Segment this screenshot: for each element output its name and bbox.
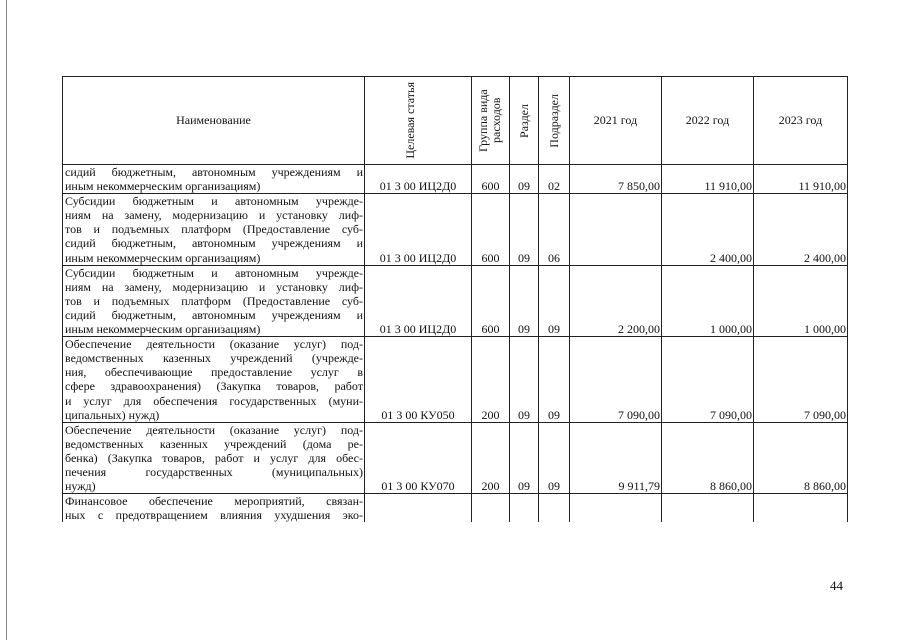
name-line: ведомственных казенных учреждений (дома ре- (65, 436, 363, 451)
header-expense-group (472, 77, 510, 165)
row-target-article: 01 3 00 ИЦ2Д0 (365, 194, 472, 265)
page-edge-line (6, 0, 7, 640)
name-line: сфере здравоохранения) (Закупка товаров, работ (65, 379, 363, 394)
name-line: сидий бюджетным, автономным учреждениям и (65, 236, 363, 251)
header-subsection (539, 77, 570, 165)
name-line: сидий бюджетным, автономным учреждениям и (65, 165, 363, 179)
row-target-article: 01 3 00 ИЦ2Д0 (365, 165, 472, 194)
row-amount-2021 (570, 194, 662, 265)
row-target-article: 01 3 00 ИЦ2Д0 (365, 265, 472, 336)
name-line: ведомственных казенных учреждений (учрежде- (65, 351, 363, 366)
name-line: тов и подъемных платформ (Предоставление суб- (65, 293, 363, 308)
table-row (63, 165, 848, 194)
name-line: Обеспечение деятельности (оказание услуг) под- (65, 337, 363, 352)
table-row (63, 337, 848, 423)
header-section (510, 77, 539, 165)
row-expense-group (472, 494, 510, 523)
row-amount-2023: 7 090,00 (754, 337, 848, 423)
row-amount-2021: 9 911,79 (570, 422, 662, 493)
row-amount-2022 (662, 494, 754, 523)
header-year-2021: 2021 год (570, 77, 662, 165)
row-target-article: 01 3 00 КУ050 (365, 337, 472, 423)
row-subsection (539, 494, 570, 523)
row-name (63, 337, 365, 423)
row-name (63, 165, 365, 194)
row-section: 09 (510, 265, 539, 336)
table-row (63, 194, 848, 265)
name-line: Обеспечение деятельности (оказание услуг) под- (65, 422, 363, 437)
row-name (63, 494, 365, 523)
row-amount-2022: 2 400,00 (662, 194, 754, 265)
table-row (63, 494, 848, 523)
name-line: бенка) (Закупка товаров, работ и услуг для обес- (65, 450, 363, 465)
row-amount-2022: 1 000,00 (662, 265, 754, 336)
name-line: и услуг для обеспечения государственных (муни- (65, 393, 363, 408)
name-line: ниям на замену, модернизацию и установку лиф- (65, 279, 363, 294)
row-amount-2023: 11 910,00 (754, 165, 848, 194)
name-line: нужд) (65, 479, 96, 494)
row-subsection: 09 (539, 422, 570, 493)
name-line: ных с предотвращением влияния ухудшения эко- (65, 508, 363, 523)
header-target-article-label: Целевая статья (403, 82, 417, 159)
name-line: ния, обеспечивающие предоставление услуг в (65, 365, 363, 380)
row-expense-group: 600 (472, 194, 510, 265)
header-section-label: Раздел (516, 103, 531, 138)
name-line: иным некоммерческим организациям) (65, 322, 261, 337)
row-amount-2023: 8 860,00 (754, 422, 848, 493)
row-section: 09 (510, 337, 539, 423)
row-target-article (365, 494, 472, 523)
row-name (63, 194, 365, 265)
name-line: тов и подъемных платформ (Предоставление суб- (65, 222, 363, 237)
header-year-2022: 2022 год (662, 77, 754, 165)
row-amount-2021: 7 090,00 (570, 337, 662, 423)
row-section (510, 494, 539, 523)
row-section: 09 (510, 422, 539, 493)
header-name: Наименование (63, 77, 365, 165)
row-target-article: 01 3 00 КУ070 (365, 422, 472, 493)
budget-table (62, 76, 848, 522)
row-amount-2023: 2 400,00 (754, 194, 848, 265)
name-line: Субсидии бюджетным и автономным учрежде- (65, 194, 363, 209)
name-line: ципальных) нужд) (65, 407, 160, 422)
name-line: иным некоммерческим организациям) (65, 250, 261, 265)
name-line: Финансовое обеспечение мероприятий, связан- (65, 494, 363, 509)
row-amount-2023: 1 000,00 (754, 265, 848, 336)
header-expense-group-label: Группа вида расходов (475, 89, 503, 152)
page-number: 44 (830, 578, 843, 593)
table-header-row (63, 77, 848, 165)
table-row (63, 422, 848, 493)
table-body (63, 165, 848, 523)
row-subsection: 02 (539, 165, 570, 194)
row-expense-group: 600 (472, 165, 510, 194)
table-row (63, 265, 848, 336)
row-amount-2023 (754, 494, 848, 523)
row-amount-2022: 11 910,00 (662, 165, 754, 194)
header-target-article (365, 77, 472, 165)
row-amount-2021: 7 850,00 (570, 165, 662, 194)
row-amount-2021: 2 200,00 (570, 265, 662, 336)
name-line: сидий бюджетным, автономным учреждениям и (65, 307, 363, 322)
row-section: 09 (510, 165, 539, 194)
row-expense-group: 600 (472, 265, 510, 336)
row-section: 09 (510, 194, 539, 265)
header-subsection-label: Подраздел (546, 93, 561, 148)
name-line: Субсидии бюджетным и автономным учрежде- (65, 265, 363, 280)
row-subsection: 06 (539, 194, 570, 265)
row-name (63, 422, 365, 493)
row-expense-group: 200 (472, 337, 510, 423)
row-amount-2022: 7 090,00 (662, 337, 754, 423)
row-subsection: 09 (539, 265, 570, 336)
row-amount-2022: 8 860,00 (662, 422, 754, 493)
row-expense-group: 200 (472, 422, 510, 493)
name-line: печения государственных (муниципальных) (65, 464, 363, 479)
name-line: иным некоммерческим организациям) (65, 179, 261, 194)
name-line: ниям на замену, модернизацию и установку лиф- (65, 208, 363, 223)
row-name (63, 265, 365, 336)
row-subsection: 09 (539, 337, 570, 423)
header-year-2023: 2023 год (754, 77, 848, 165)
row-amount-2021 (570, 494, 662, 523)
